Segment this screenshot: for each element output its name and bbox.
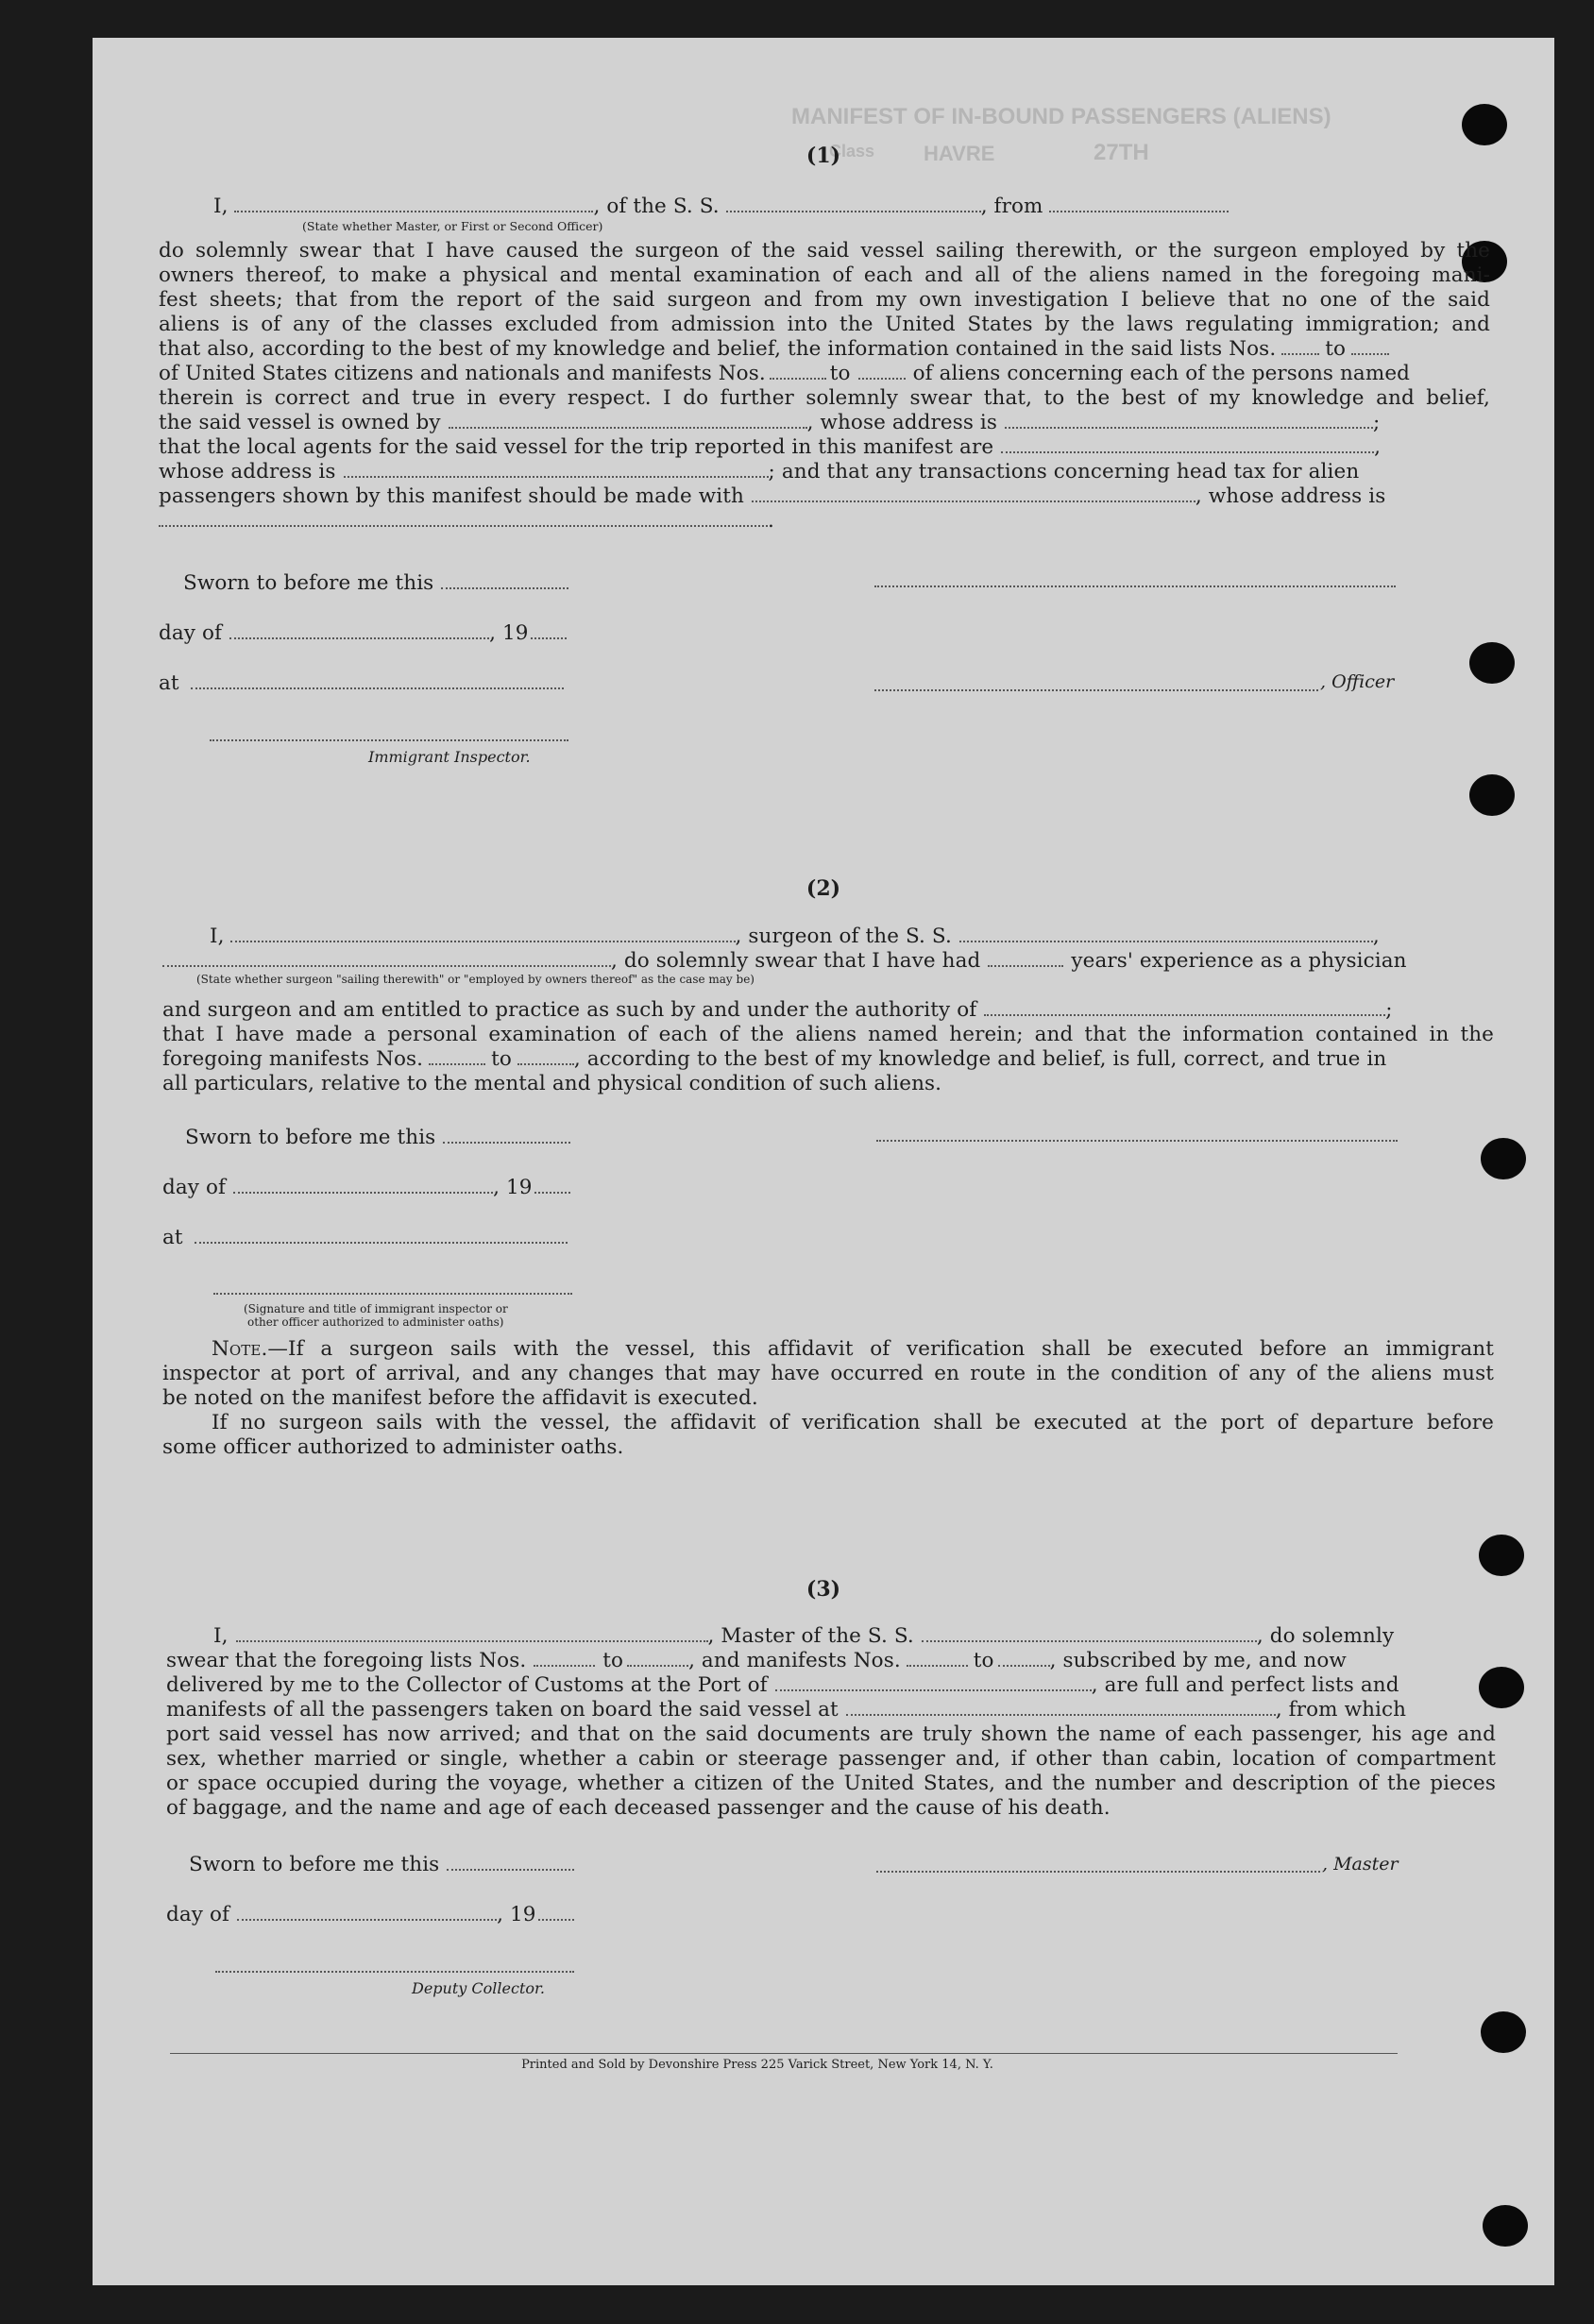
- signature-note: other officer authorized to administer oaths): [247, 1315, 504, 1329]
- punch-hole: [1462, 104, 1507, 145]
- bleed-through-class: Class: [829, 142, 875, 161]
- officer-signature-line: [874, 689, 1318, 691]
- note-line: Note.—If a surgeon sails with the vessel, this affidavit of verification shall be executed before an immigrant: [212, 1337, 1494, 1361]
- affidavit-1-number: (1): [805, 144, 841, 168]
- affidavit-1-day-of: day of , 19: [159, 621, 567, 646]
- affidavit-3-line-5: port said vessel has now arrived; and that on the said documents are truly shown the name of each passenger, his age and: [166, 1722, 1496, 1746]
- affidavit-2-line-1: I, , surgeon of the S. S. ,: [210, 925, 1380, 948]
- affidavit-3-line-1: I, , Master of the S. S. , do solemnly: [213, 1624, 1395, 1648]
- affidavit-3-line-2: swear that the foregoing lists Nos. to , and manifests Nos. to , subscribed by me, and now: [166, 1649, 1347, 1672]
- affidavit-2-line-6: all particulars, relative to the mental and physical condition of such aliens.: [162, 1072, 942, 1095]
- affidavit-3-line-4: manifests of all the passengers taken on board the said vessel at , from which: [166, 1698, 1407, 1722]
- affidavit-1-para-line: aliens is of any of the classes excluded from admission into the United States by the laws regulating immigration; and: [159, 313, 1490, 336]
- affidavit-1-para-line: do solemnly swear that I have caused the surgeon of the said vessel sailing therewith, or the surgeon employed by the: [159, 239, 1490, 263]
- affidavit-1-para-line: whose address is ; and that any transactions concerning head tax for alien: [159, 460, 1360, 483]
- bleed-through-title: MANIFEST OF IN-BOUND PASSENGERS (ALIENS): [791, 104, 1331, 129]
- affidavit-3-day-of: day of , 19: [166, 1903, 574, 1927]
- document-page: [93, 38, 1554, 2285]
- affidavit-2-line-2: , do solemnly swear that I have had years' experience as a physician: [162, 949, 1494, 974]
- affidavit-1-sworn: Sworn to before me this: [183, 571, 568, 596]
- affidavit-2-line-5: foregoing manifests Nos. to , according to the best of my knowledge and belief, is full, correct, and true in: [162, 1047, 1387, 1071]
- affidavit-1-para-line: of United States citizens and nationals and manifests Nos. to of aliens concerning each of the persons named: [159, 362, 1411, 385]
- affidavit-3-number: (3): [805, 1577, 841, 1602]
- affidavit-2-day-of: day of , 19: [162, 1176, 570, 1200]
- signature-line: [876, 1140, 1398, 1142]
- surgeon-note: (State whether surgeon "sailing therewith" or "employed by owners thereof" as the case may be): [196, 973, 755, 986]
- punch-hole: [1481, 2011, 1526, 2053]
- footer-rule: [170, 2053, 1398, 2054]
- printer-imprint: Printed and Sold by Devonshire Press 225 Varick Street, New York 14, N. Y.: [521, 2058, 993, 2072]
- note-line: inspector at port of arrival, and any changes that may have occurred en route in the condition of any of the aliens must: [162, 1362, 1494, 1385]
- punch-hole: [1479, 1535, 1524, 1576]
- note-line: some officer authorized to administer oaths.: [162, 1435, 624, 1459]
- punch-hole: [1483, 2205, 1528, 2247]
- affidavit-1-para-line: passengers shown by this manifest should be made with , whose address is: [159, 484, 1386, 508]
- affidavit-1-para-line: owners thereof, to make a physical and mental examination of each and all of the aliens named in the foregoing mani-: [159, 263, 1490, 287]
- affidavit-2-line-3: and surgeon and am entitled to practice as such by and under the authority of ;: [162, 998, 1393, 1022]
- officer-signature-line: [874, 585, 1396, 587]
- affidavit-3-sworn: Sworn to before me this: [189, 1853, 574, 1877]
- affidavit-3-line-8: of baggage, and the name and age of each deceased passenger and the cause of his death.: [166, 1796, 1111, 1820]
- signature-note: (Signature and title of immigrant inspector or: [244, 1302, 508, 1315]
- affidavit-1-line-1: I, , of the S. S. , from: [213, 195, 1490, 219]
- deputy-collector-label: Deputy Collector.: [412, 1979, 545, 1997]
- affidavit-2-number: (2): [805, 876, 841, 901]
- affidavit-3-line-6: sex, whether married or single, whether a cabin or steerage passenger and, if other than cabin, location of compartment: [166, 1747, 1496, 1771]
- affidavit-2-line-4: that I have made a personal examination of each of the aliens named herein; and that the information contained in the: [162, 1023, 1494, 1046]
- master-officer-note: (State whether Master, or First or Second Officer): [302, 219, 603, 233]
- punch-hole: [1469, 774, 1515, 816]
- note-line: be noted on the manifest before the affidavit is executed.: [162, 1386, 758, 1410]
- bleed-through-date: 27TH: [1094, 140, 1149, 165]
- collector-signature-line: [215, 1971, 574, 1973]
- affidavit-3-line-7: or space occupied during the voyage, whether a citizen of the United States, and the number and description of the pieces: [166, 1772, 1496, 1795]
- inspector-signature-line: [213, 1293, 572, 1295]
- affidavit-1-para-line: fest sheets; that from the report of the said surgeon and from my own investigation I believe that no one of the said: [159, 288, 1490, 312]
- affidavit-2-at: at: [162, 1226, 568, 1250]
- affidavit-1-para-line: that the local agents for the said vessel for the trip reported in this manifest are ,: [159, 435, 1382, 459]
- note-line: If no surgeon sails with the vessel, the affidavit of verification shall be executed at the port of departure before: [212, 1411, 1494, 1434]
- affidavit-1-para-line: therein is correct and true in every respect. I do further solemnly swear that, to the best of my knowledge and belief,: [159, 386, 1490, 410]
- punch-hole: [1481, 1138, 1526, 1179]
- immigrant-inspector-label: Immigrant Inspector.: [368, 748, 531, 766]
- affidavit-1-para-line: .: [159, 509, 774, 534]
- punch-hole: [1469, 642, 1515, 684]
- inspector-signature-line: [210, 739, 568, 741]
- officer-label: , Officer: [1320, 671, 1395, 692]
- affidavit-1-para-line: that also, according to the best of my knowledge and belief, the information contained in the said lists Nos. to: [159, 337, 1490, 362]
- affidavit-1-at: at: [159, 671, 564, 696]
- affidavit-3-line-3: delivered by me to the Collector of Customs at the Port of , are full and perfect lists and: [166, 1673, 1399, 1697]
- bleed-through-port: HAVRE: [924, 142, 995, 165]
- affidavit-2-sworn: Sworn to before me this: [185, 1126, 570, 1150]
- affidavit-1-para-line: the said vessel is owned by , whose address is ;: [159, 411, 1381, 434]
- master-signature-line: [876, 1871, 1320, 1873]
- master-label: , Master: [1322, 1854, 1399, 1874]
